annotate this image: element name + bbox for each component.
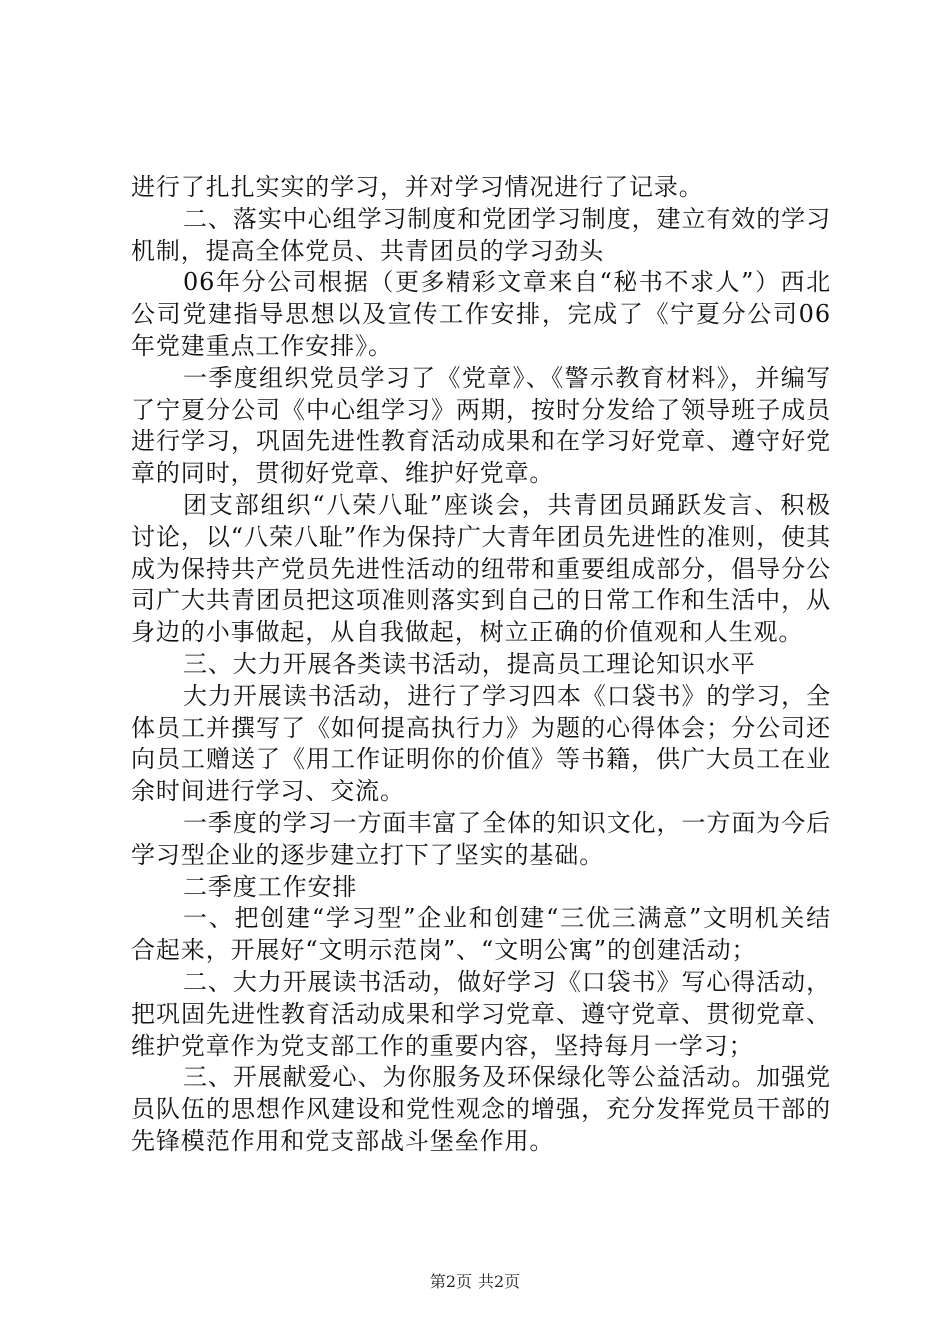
paragraph-3: 06年分公司根据（更多精彩文章来自“秘书不求人”）西北公司党建指导思想以及宣传工作安排，完成了《宁夏分公司06年党建重点工作安排》。 <box>131 268 831 360</box>
paragraph-6: 三、大力开展各类读书活动，提高员工理论知识水平 <box>183 649 756 678</box>
document-body <box>131 172 831 1158</box>
paragraph-12: 三、开展献爱心、为你服务及环保绿化等公益活动。加强党员队伍的思想作风建设和党性观念的增强，充分发挥党员干部的先锋模范作用和党支部战斗堡垒作用。 <box>131 1063 831 1155</box>
paragraph-2: 二、落实中心组学习制度和党团学习制度，建立有效的学习机制，提高全体党员、共青团员的学习劲头 <box>131 204 831 265</box>
paragraph-4: 一季度组织党员学习了《党章》、《警示教育材料》，并编写了宁夏分公司《中心组学习》两期，按时分发给了领导班子成员进行学习，巩固先进性教育活动成果和在学习好党章、遵守好党章的同时，贯彻好党章、维护好党章。 <box>131 363 831 488</box>
paragraph-9: 二季度工作安排 <box>183 872 358 901</box>
paragraph-1: 进行了扎扎实实的学习，并对学习情况进行了记录。 <box>131 173 704 201</box>
page-footer <box>0 1271 950 1293</box>
paragraph-5: 团支部组织“八荣八耻”座谈会，共青团员踊跃发言、积极讨论，以“八荣八耻”作为保持广大青年团员先进性的准则，使其成为保持共产党员先进性活动的纽带和重要组成部分，倡导分公司广大共青团员把这项准则落实到自己的日常工作和生活中，从身边的小事做起，从自我做起，树立正确的价值观和人生观。 <box>131 490 831 647</box>
paragraph-8: 一季度的学习一方面丰富了全体的知识文化，一方面为今后学习型企业的逐步建立打下了坚实的基础。 <box>131 808 831 869</box>
page-number: 第2页 <box>429 1272 472 1291</box>
paragraph-7: 大力开展读书活动，进行了学习四本《口袋书》的学习，全体员工并撰写了《如何提高执行力》为题的心得体会；分公司还向员工赠送了《用工作证明你的价值》等书籍，供广大员工在业余时间进行学习、交流。 <box>131 681 831 806</box>
paragraph-11: 二、大力开展读书活动，做好学习《口袋书》写心得活动，把巩固先进性教育活动成果和学习党章、遵守党章、贯彻党章、维护党章作为党支部工作的重要内容，坚持每月一学习； <box>131 967 831 1060</box>
paragraph-10: 一、把创建“学习型”企业和创建“三优三满意”文明机关结合起来，开展好“文明示范岗”、“文明公寓”的创建活动； <box>131 904 831 965</box>
total-pages: 共2页 <box>478 1272 521 1291</box>
